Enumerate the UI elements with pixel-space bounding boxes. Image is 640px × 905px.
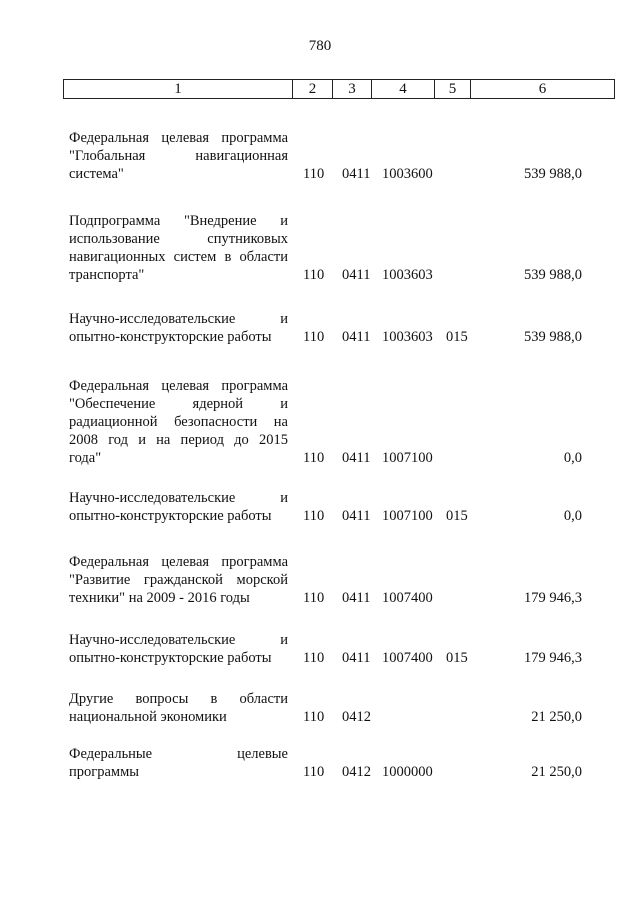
code-target-article: 1000000 xyxy=(382,764,433,780)
column-header-2: 2 xyxy=(293,80,333,99)
description-line: "Развитие гражданской морской xyxy=(69,572,288,588)
column-header-5: 5 xyxy=(435,80,471,99)
description-line: использование спутниковых xyxy=(69,231,288,247)
column-header-3: 3 xyxy=(333,80,372,99)
description-line: Федеральные целевые xyxy=(69,746,288,762)
code-section: 0412 xyxy=(342,709,371,725)
code-section: 0411 xyxy=(342,329,371,345)
amount: 179 946,3 xyxy=(524,650,582,666)
code-ministry: 110 xyxy=(303,508,325,524)
description-line: радиационной безопасности на xyxy=(69,414,288,430)
code-ministry: 110 xyxy=(303,590,325,606)
code-target-article: 1007400 xyxy=(382,590,433,606)
code-target-article: 1007100 xyxy=(382,508,433,524)
row-description xyxy=(69,553,288,607)
amount: 0,0 xyxy=(563,508,582,524)
code-section: 0411 xyxy=(342,508,371,524)
description-line: Научно-исследовательские и xyxy=(69,311,288,327)
code-ministry: 110 xyxy=(303,709,325,725)
row-description xyxy=(69,212,288,284)
description-line: Научно-исследовательские и xyxy=(69,490,288,506)
page-number: 780 xyxy=(308,38,332,54)
column-header-1: 1 xyxy=(64,80,293,99)
column-header-table xyxy=(63,79,615,99)
description-line: 2008 год и на период до 2015 xyxy=(69,432,288,448)
description-line: Федеральная целевая программа xyxy=(69,378,288,394)
code-target-article: 1007100 xyxy=(382,450,433,466)
description-line: опытно-конструкторские работы xyxy=(69,329,272,345)
description-line: техники" на 2009 - 2016 годы xyxy=(69,590,250,606)
row-description xyxy=(69,377,288,467)
description-line: система" xyxy=(69,166,124,182)
column-header-4: 4 xyxy=(372,80,435,99)
row-description xyxy=(69,745,288,781)
row-description xyxy=(69,129,288,183)
code-expense-type: 015 xyxy=(446,650,468,666)
description-line: "Обеспечение ядерной и xyxy=(69,396,288,412)
code-target-article: 1007400 xyxy=(382,650,433,666)
row-description xyxy=(69,631,288,667)
code-ministry: 110 xyxy=(303,764,325,780)
description-line: Федеральная целевая программа xyxy=(69,130,288,146)
row-description xyxy=(69,690,288,726)
description-line: Другие вопросы в области xyxy=(69,691,288,707)
amount: 0,0 xyxy=(563,450,582,466)
code-ministry: 110 xyxy=(303,166,325,182)
code-target-article: 1003603 xyxy=(382,267,433,283)
description-line: программы xyxy=(69,764,139,780)
description-line: "Глобальная навигационная xyxy=(69,148,288,164)
amount: 21 250,0 xyxy=(531,709,582,725)
column-header-6: 6 xyxy=(471,80,615,99)
description-line: Федеральная целевая программа xyxy=(69,554,288,570)
code-ministry: 110 xyxy=(303,450,325,466)
code-section: 0412 xyxy=(342,764,371,780)
code-ministry: 110 xyxy=(303,650,325,666)
amount: 539 988,0 xyxy=(524,267,582,283)
code-target-article: 1003603 xyxy=(382,329,433,345)
code-section: 0411 xyxy=(342,166,371,182)
description-line: опытно-конструкторские работы xyxy=(69,508,272,524)
code-ministry: 110 xyxy=(303,267,325,283)
description-line: Научно-исследовательские и xyxy=(69,632,288,648)
code-section: 0411 xyxy=(342,650,371,666)
amount: 539 988,0 xyxy=(524,329,582,345)
code-section: 0411 xyxy=(342,590,371,606)
code-ministry: 110 xyxy=(303,329,325,345)
description-line: Подпрограмма "Внедрение и xyxy=(69,213,288,229)
description-line: опытно-конструкторские работы xyxy=(69,650,272,666)
code-expense-type: 015 xyxy=(446,329,468,345)
code-expense-type: 015 xyxy=(446,508,468,524)
amount: 539 988,0 xyxy=(524,166,582,182)
description-line: года" xyxy=(69,450,102,466)
amount: 21 250,0 xyxy=(531,764,582,780)
row-description xyxy=(69,489,288,525)
description-line: национальной экономики xyxy=(69,709,227,725)
code-section: 0411 xyxy=(342,267,371,283)
description-line: транспорта" xyxy=(69,267,145,283)
code-section: 0411 xyxy=(342,450,371,466)
amount: 179 946,3 xyxy=(524,590,582,606)
description-line: навигационных систем в области xyxy=(69,249,288,265)
row-description xyxy=(69,310,288,346)
code-target-article: 1003600 xyxy=(382,166,433,182)
